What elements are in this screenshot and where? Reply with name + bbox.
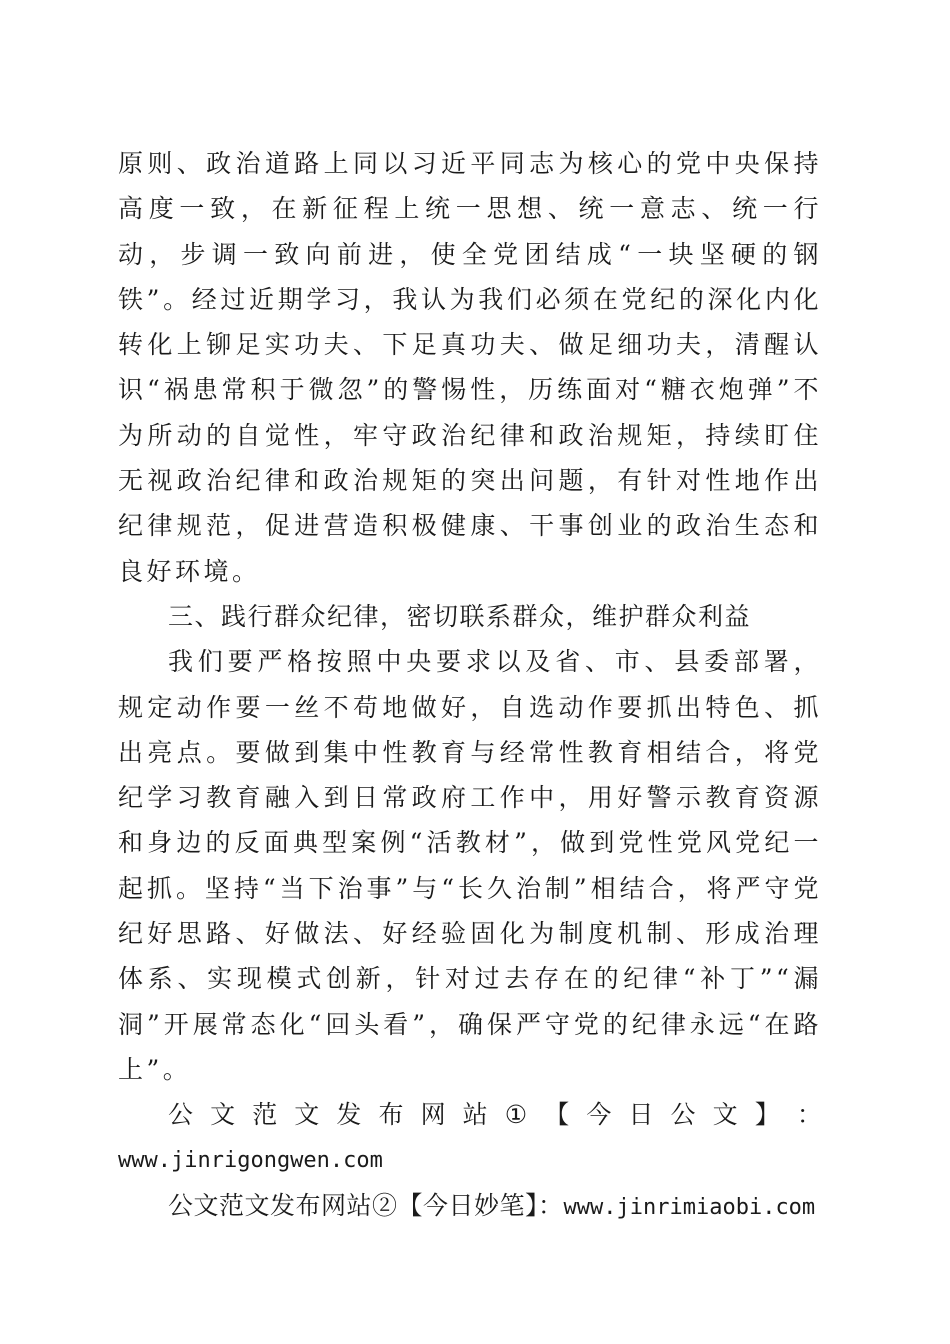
footer-site1-char: 文 <box>210 1100 236 1130</box>
footer-site1-char: 范 <box>252 1100 278 1130</box>
footer-site1-char: 日 <box>628 1100 654 1130</box>
footer-site2 <box>118 1183 822 1230</box>
document-page <box>118 141 822 1230</box>
footer-site1-char: 公 <box>670 1100 696 1130</box>
footer-site1-label <box>118 1092 822 1137</box>
body-paragraph: 原则、政治道路上同以习近平同志为核心的党中央保持高度一致，在新征程上统一思想、统一意志、统一行动，步调一致向前进，使全党团结成“一块坚硬的钢铁”。经过近期学习，我认为我们必须在党纪的深化内化转化上铆足实功夫、下足真功夫、做足细功夫，清醒认识“祸患常积于微忽”的警惕性，历练面对“糖衣炮弹”不为所动的自觉性，牢守政治纪律和政治规矩，持续盯住无视政治纪律和政治规矩的突出问题，有针对性地作出纪律规范，促进营造积极健康、干事创业的政治生态和良好环境。 <box>118 149 822 586</box>
footer-site1-char: 】 <box>754 1100 780 1130</box>
footer-site1-char: ： <box>796 1100 822 1130</box>
section-heading: 三、践行群众纪律，密切联系群众，维护群众利益 <box>168 601 752 631</box>
body-paragraph: 我们要严格按照中央要求以及省、市、县委部署，规定动作要一丝不苟地做好，自选动作要抓出特色、抓出亮点。要做到集中性教育与经常性教育相结合，将党纪学习教育融入到日常政府工作中，用好警示教育资源和身边的反面典型案例“活教材”，做到党性党风党纪一起抓。坚持“当下治事”与“长久治制”相结合，将严守党纪好思路、好做法、好经验固化为制度机制、形成治理体系、实现模式创新，针对过去存在的纪律“补丁”“漏洞”开展常态化“回头看”，确保严守党的纪律永远“在路上”。 <box>118 647 822 1084</box>
footer-site1-char: ① <box>504 1100 528 1130</box>
footer-site1-char: 公 <box>168 1100 194 1130</box>
footer-site1-char: 布 <box>378 1100 404 1130</box>
footer-site1-char: 发 <box>336 1100 362 1130</box>
footer-site2-url[interactable]: www.jinrimiaobi.com <box>563 1194 816 1220</box>
footer-site1-char: 网 <box>420 1100 446 1130</box>
footer-site1-url[interactable]: www.jinrigongwen.com <box>118 1147 383 1173</box>
footer-site1-char: 文 <box>712 1100 738 1130</box>
footer-site1-char: 今 <box>586 1100 612 1130</box>
footer-site1-char: 站 <box>462 1100 488 1130</box>
footer-site2-label: 公文范文发布网站②【今日妙笔】： <box>168 1190 564 1220</box>
footer-site1-char: 【 <box>544 1100 570 1130</box>
footer-site1-char: 文 <box>294 1100 320 1130</box>
